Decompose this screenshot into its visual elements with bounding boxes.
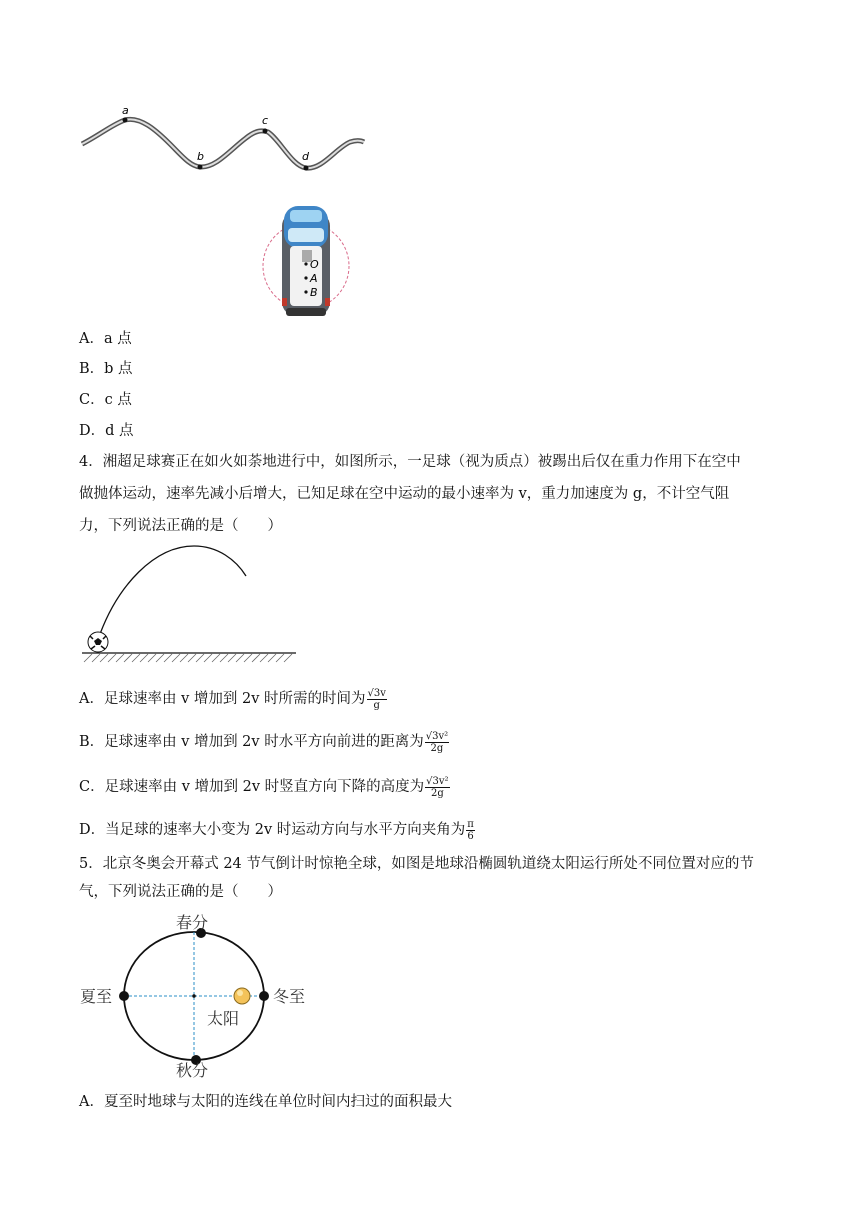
q4-option-c: C．足球速率由 v 增加到 2v 时竖直方向下降的高度为 $\frac{\text{√3v²}}{2g}$ <box>79 775 449 799</box>
label-winter: 冬至 <box>273 987 306 1006</box>
earth-winter <box>259 991 269 1001</box>
wave-road-figure <box>78 100 368 180</box>
point-b <box>198 165 203 170</box>
q4-option-d: D．当足球的速率大小变为 2v 时运动方向与水平方向夹角为 $\frac{\pi}{6}$ <box>79 818 474 842</box>
label-spring: 春分 <box>176 913 209 932</box>
q3-option-d: D．d 点 <box>79 423 134 439</box>
label-A: A <box>310 272 318 285</box>
orbit-figure <box>76 908 326 1080</box>
label-summer: 夏至 <box>80 987 113 1006</box>
label-d: d <box>302 150 309 163</box>
label-sun: 太阳 <box>207 1009 240 1028</box>
q4-option-b: B．足球速率由 v 增加到 2v 时水平方向前进的距离为 $\frac{\text{√3v²}}{2g}$ <box>79 730 449 754</box>
label-b: b <box>197 150 204 163</box>
car-figure <box>262 198 358 322</box>
q4-option-a: A．足球速率由 v 增加到 2v 时所需的时间为 $\frac{√3v}{g}$ <box>79 687 386 711</box>
q4-stem-line-3: 力，下列说法正确的是（ ） <box>79 518 282 534</box>
q3-option-b: B．b 点 <box>79 361 133 377</box>
q5-stem-line-2: 气，下列说法正确的是（ ） <box>79 884 282 900</box>
q4-stem-line-1: 4．湘超足球赛正在如火如荼地进行中，如图所示，一足球（视为质点）被踢出后仅在重力作用下在空中 <box>79 454 741 470</box>
q5-option-a: A．夏至时地球与太阳的连线在单位时间内扫过的面积最大 <box>79 1094 452 1110</box>
soccer-ball-icon <box>88 632 108 652</box>
label-c: c <box>262 114 269 127</box>
q5-stem-line-1: 5．北京冬奥会开幕式 24 节气倒计时惊艳全球，如图是地球沿椭圆轨道绕太阳运行所处不同位置对应的节 <box>79 856 754 872</box>
q3-option-a: A．a 点 <box>79 331 132 347</box>
q4-stem-line-2: 做抛体运动，速率先减小后增大，已知足球在空中运动的最小速率为 v，重力加速度为 g，不计空气阻 <box>79 486 730 502</box>
label-autumn: 秋分 <box>176 1061 209 1080</box>
point-a <box>123 118 128 123</box>
projectile-figure <box>78 538 300 668</box>
label-O: O <box>310 258 319 271</box>
q3-option-c: C．c 点 <box>79 392 132 408</box>
point-d <box>304 166 309 171</box>
sun-icon <box>234 988 250 1004</box>
label-B: B <box>310 286 318 299</box>
earth-summer <box>119 991 129 1001</box>
point-c <box>263 129 268 134</box>
label-a: a <box>122 104 129 117</box>
